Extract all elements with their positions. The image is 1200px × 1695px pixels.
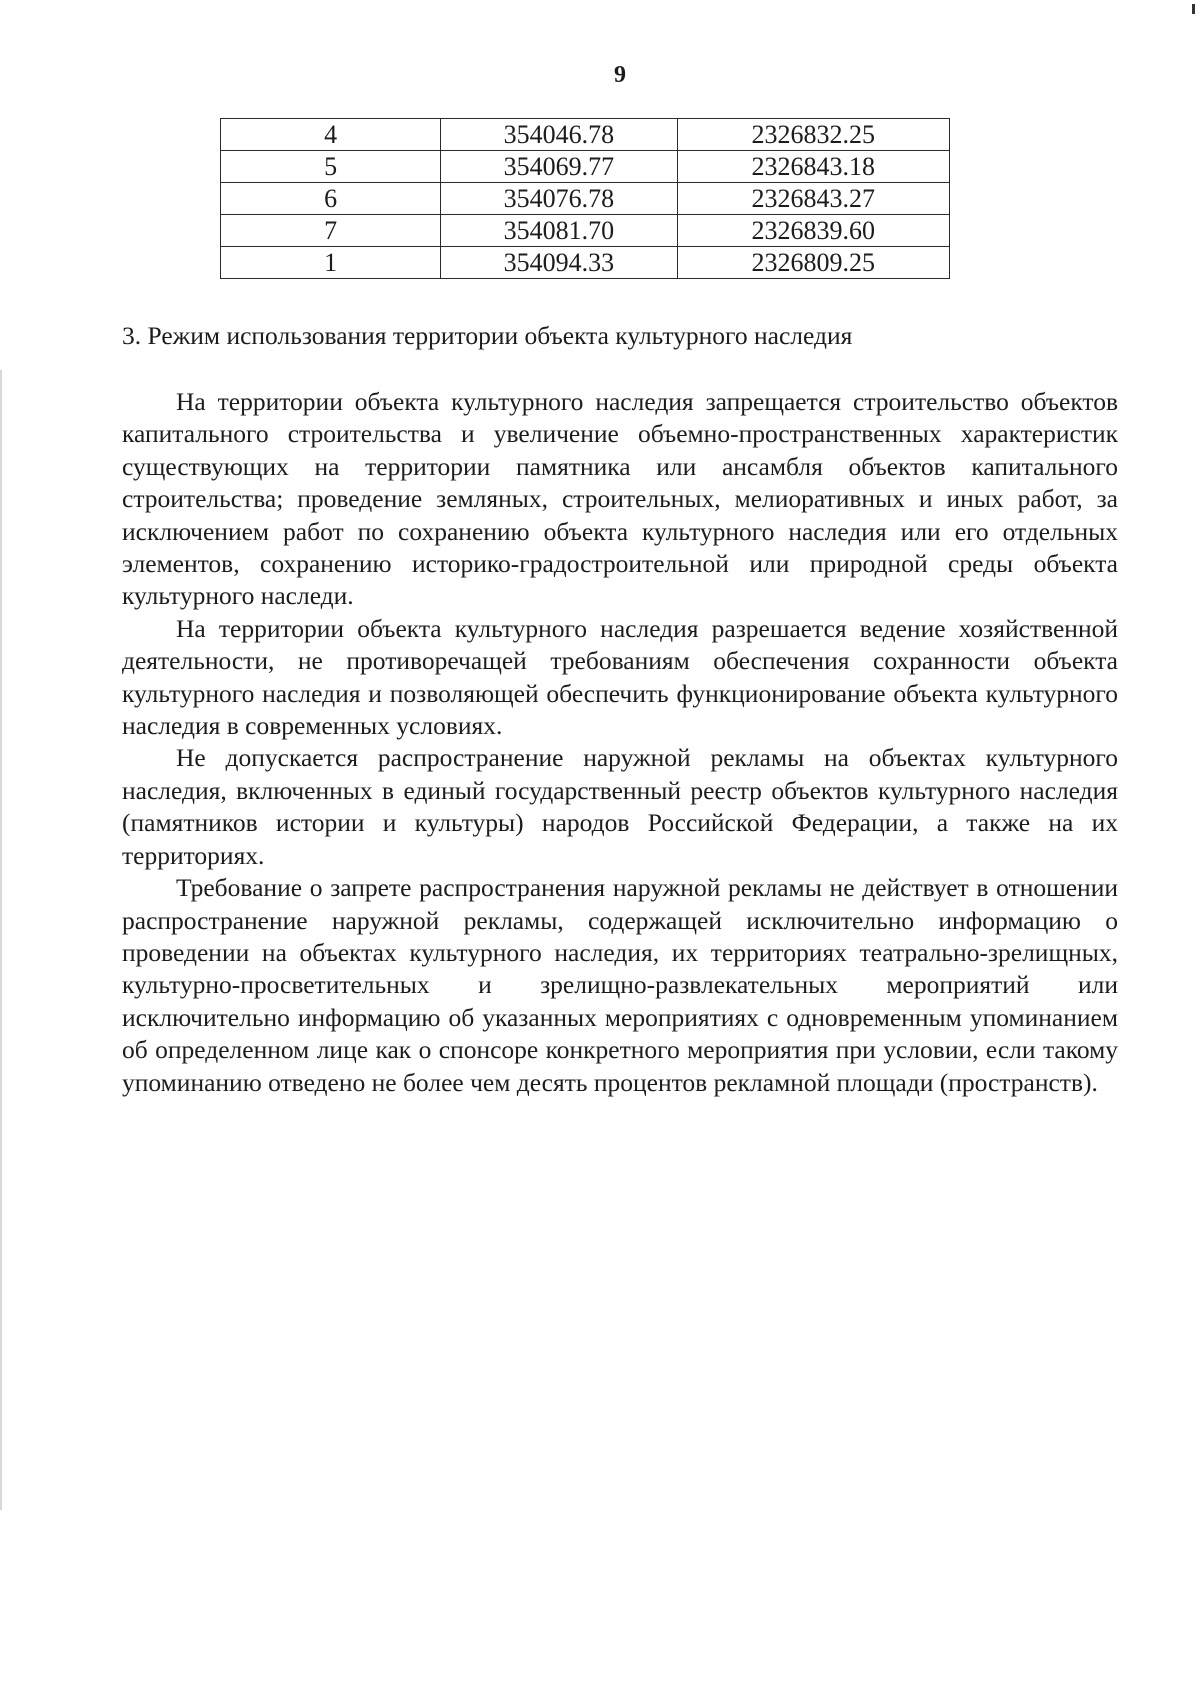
section-heading: 3. Режим использования территории объекта культурного наследия: [122, 321, 853, 350]
paragraph: На территории объекта культурного наследия разрешается ведение хозяйственной деятельности, не противоречащей требованиям обеспечения сохранности объекта культурного наследия и позволяющей обеспечить функционирование объекта культурного наследия в современных условиях.: [122, 613, 1118, 741]
y-coordinate-cell: 2326843.18: [677, 151, 949, 183]
table-row: [221, 183, 950, 215]
paragraph: На территории объекта культурного наследия запрещается строительство объектов капитального строительства и увеличение объемно-пространственных характеристик существующих на территории памятника или ансамбля объектов капитального строительства; проведение земляных, строительных, мелиоративных и иных работ, за исключением работ по сохранению объекта культурного наследия или его отдельных элементов, сохранению историко-градостроительной или природной среды объекта культурного наследи.: [122, 387, 1118, 611]
point-number-cell: 7: [221, 215, 441, 247]
scan-edge-line: [0, 370, 2, 1510]
y-coordinate-cell: 2326832.25: [677, 119, 949, 151]
x-coordinate-cell: 354046.78: [441, 119, 677, 151]
paragraph: Не допускается распространение наружной рекламы на объектах культурного наследия, включенных в единый государственный реестр объектов культурного наследия (памятников истории и культуры) народов Российской Федерации, а также на их территориях.: [122, 743, 1118, 870]
point-number-cell: 6: [221, 183, 441, 215]
y-coordinate-cell: 2326809.25: [677, 247, 949, 279]
table-row: [221, 215, 950, 247]
x-coordinate-cell: 354094.33: [441, 247, 677, 279]
coordinates-table: [220, 118, 950, 279]
table-row: [221, 119, 950, 151]
x-coordinate-cell: 354081.70: [441, 215, 677, 247]
section-body: [122, 386, 1118, 1099]
table-row: [221, 247, 950, 279]
y-coordinate-cell: 2326843.27: [677, 183, 949, 215]
point-number-cell: 1: [221, 247, 441, 279]
x-coordinate-cell: 354069.77: [441, 151, 677, 183]
point-number-cell: 5: [221, 151, 441, 183]
point-number-cell: 4: [221, 119, 441, 151]
x-coordinate-cell: 354076.78: [441, 183, 677, 215]
table-row: [221, 151, 950, 183]
scan-corner-mark: [1192, 4, 1195, 14]
paragraph: Требование о запрете распространения наружной рекламы не действует в отношении распространение наружной рекламы, содержащей исключительно информацию о проведении на объектах культурного наследия, их территориях театрально-зрелищных, культурно-просветительных и зрелищно-развлекательных мероприятий или исключительно информацию об указанных мероприятиях с одновременным упоминанием об определенном лице как о спонсоре конкретного мероприятия при условии, если такому упоминанию отведено не более чем десять процентов рекламной площади (пространств).: [122, 873, 1118, 1097]
page-number: 9: [614, 62, 626, 88]
y-coordinate-cell: 2326839.60: [677, 215, 949, 247]
